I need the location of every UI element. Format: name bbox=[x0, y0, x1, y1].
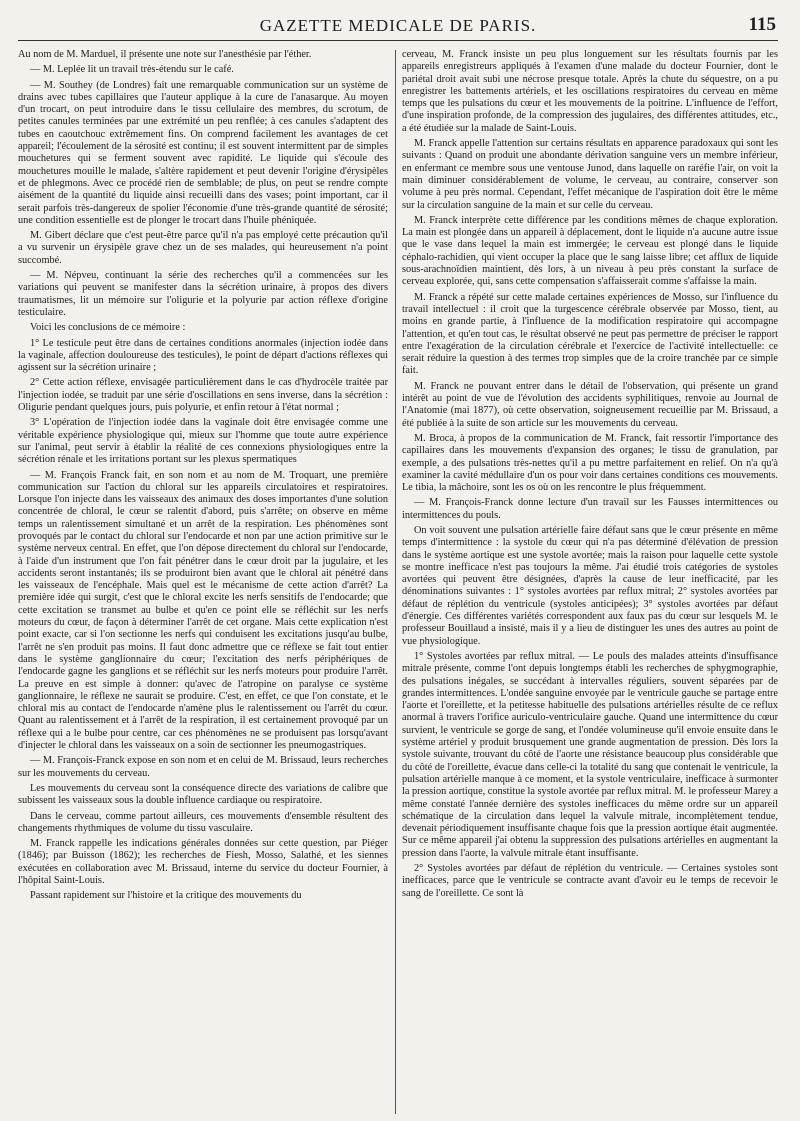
right-column bbox=[402, 49, 778, 1115]
paragraph: — M. François-Franck donne lecture d'un travail sur les Fausses intermittences ou intermittences du pouls. bbox=[402, 497, 778, 521]
paragraph: cerveau, M. Franck insiste un peu plus longuement sur les résultats fournis par les appareils enregistreurs appliqués à l'examen d'une malade du docteur Fournier, dont le pariétal droit avait subi une nécrose presque totale. Après la chute du séquestre, on a pu enregistrer les battements artériels, et les oscillations respiratoires du cerveau en même temps que les pulsations du cœur et les mouvements de la poitrine. L'influence de l'effort, d'une inspiration profonde, de la compression des jugulaires, des différentes attitudes, etc., a été étudiée sur la malade de Saint-Louis. bbox=[402, 49, 778, 134]
paragraph: M. Broca, à propos de la communication de M. Franck, fait ressortir l'importance des capillaires dans les mouvements d'expansion des organes; le tissu de granulation, par exemple, a des pulsations très-nettes qu'il a pu mettre parfaitement en relief. On n'a qu'à examiner la cavité médullaire d'un os pour voir dans certaines conditions ces mouvements. Le tibia, la mâchoire, sont les os où on les rencontre le plus fréquemment. bbox=[402, 432, 778, 494]
paragraph: Au nom de M. Marduel, il présente une note sur l'anesthésie par l'éther. bbox=[18, 49, 312, 60]
paragraph: Dans le cerveau, comme partout ailleurs, ces mouvements d'ensemble résultent des changements rhythmiques de volume du tissu vasculaire. bbox=[18, 810, 388, 834]
page-header bbox=[18, 14, 778, 41]
column-divider bbox=[395, 50, 396, 1114]
paragraph: Voici les conclusions de ce mémoire : bbox=[30, 322, 186, 334]
paragraph: M. Franck rappelle les indications générales données sur cette question, par Piéger (1846); par Buisson (1862); les recherches de Fiesh, Mosso, Salathé, et les siennes exécutées en collaboration avec M. Brissaud, interne du service du docteur Fournier, à l'hôpital Saint-Louis. bbox=[18, 838, 388, 886]
paragraph: 2° Cette action réflexe, envisagée particulièrement dans le cas d'hydrocèle traitée par l'injection iodée, se traduit par une série d'oscillations en sens inverse, dans la sécrétion : Oligurie pendant quelques jours, puis polyurie, et enfin retour à l'état normal ; bbox=[18, 377, 388, 414]
paragraph: On voit souvent une pulsation artérielle faire défaut sans que le cœur présente en même temps d'intermittence : la systole du cœur qui n'a pas déterminé d'élévation de pression dans le système aortique est une systole avortée; mais la raison pour laquelle cette systole se montre inefficace n'est pas toujours la même. J'ai étudié trois catégories de systoles avortées qui peuvent être désignées, d'après la cause de leur inefficacité, par les dénominations suivantes : 1° systoles avortées par reflux mitral; 2° systoles avortées par défaut de réplétion du ventricule (systoles anticipées); 3° systoles avortées par défaut d'énergie. Ces différentes variétés correspondent aux faux pas du cœur sur lesquels M. le professeur Bouillaud a insisté, mais il y a lieu de distinguer les unes des autres au point de vue physiologique. bbox=[402, 524, 778, 647]
paragraph: — M. François-Franck expose en son nom et en celui de M. Brissaud, leurs recherches sur les mouvements du cerveau. bbox=[18, 755, 388, 779]
paragraph: M. Franck appelle l'attention sur certains résultats en apparence paradoxaux qui sont les suivants : Quand on produit une abondante dérivation sanguine vers un membre inférieur, en enfermant ce membre sous une ventouse Junod, dans laquelle on raréfie l'air, on voit la main diminuer considérablement de volume, le cerveau, au contraire, conserver son volume à peu près normal. Cependant, l'effet mécanique de l'aspiration doit être le même sur la circulation sanguine de la main et sur celle du cerveau. bbox=[402, 138, 778, 211]
paragraph: Passant rapidement sur l'histoire et la critique des mouvements du bbox=[30, 890, 302, 902]
paragraph: M. Gibert déclare que c'est peut-être parce qu'il n'a pas employé cette précaution qu'il a vu survenir un érysipèle grave chez un de ses malades, qui heureusement n'a point succombé. bbox=[18, 230, 388, 266]
paragraph: 1° Systoles avortées par reflux mitral. — Le pouls des malades atteints d'insuffisance mitrale présente, comme l'ont depuis longtemps établi les recherches de sphygmographie, des pulsations inégales, se succédant à intervalles réguliers, souvent séparées par de grandes intermittences. L'ondée sanguine envoyée par le ventricule gauche se partage entre l'aorte et l'oreillette, et la petitesse habituelle des pulsations artérielles résulte de ce reflux anormal à travers l'orifice auriculo-ventriculaire gauche. Quand une intermittence du cœur survient, le ventricule se gorge de sang, et l'ondée volumineuse qu'il envoie ensuite dans le système artériel y produit brusquement une grande augmentation de pression. Dès lors la systole suivante, trouvant du côté de l'aorte une résistance beaucoup plus considérable que du côté de l'oreillette, évacue dans celle-ci la totalité du sang que contenait le ventricule, la pulsation artérielle manque à ce moment, et la systole ventriculaire, inefficace à surmonter la pression aortique, constitue la systole avortée par reflux mitral. M. le professeur Marey a même constaté l'année dernière des systoles inefficaces du même ordre sur un appareil schématique de la circulation dans lequel la valvule mitrale, incomplètement tendue, devenait périodiquement insuffisante chaque fois que la pression aortique était augmentée. Sur ce même appareil j'ai obtenu la suppression des pulsations artérielles en augmentant la pression dans l'aorte, la valvule mitrale étant insuffisante. bbox=[402, 650, 778, 859]
paragraph: Les mouvements du cerveau sont la conséquence directe des variations de calibre que subissent les vaisseaux sous la double influence cardiaque ou respiratoire. bbox=[18, 782, 388, 807]
journal-title: GAZETTE MEDICALE DE PARIS. bbox=[259, 16, 537, 35]
paragraph: — M. Népveu, continuant la série des recherches qu'il a commencées sur les variations qui peuvent se manifester dans la sécrétion urinaire, à propos des divers traumatismes, lit un mémoire sur l'oligurie et la polyurie par action réflexe d'origine testiculaire. bbox=[18, 270, 388, 318]
left-column bbox=[18, 49, 388, 1115]
paragraph: M. Franck ne pouvant entrer dans le détail de l'observation, qui présente un grand intérêt au point de vue de l'évolution des accidents syphilitiques, renvoie au Journal de l'Anatomie (mai 1877), où cette observation, soigneusement recueillie par M. Brissaud, a été publiée à la suite de son article sur les mouvements du cerveau. bbox=[402, 380, 778, 429]
paragraph: M. Franck a répété sur cette malade certaines expériences de Mosso, sur l'influence du travail intellectuel : il croit que la turgescence cérébrale observée par Mosso, tient, au moins en grande partie, à l'influence de la modification respiratoire qui accompagne l'attention, et qu'en tout cas, le résultat observé ne peut pas permettre de préciser le rapport entre l'exagération de la circulation cérébrale et l'exercice de l'activité intellectuelle: ce serait réduire la question à des termes trop simples que de la croire tranchée par ce simple fait. bbox=[402, 291, 778, 377]
page-number: 115 bbox=[748, 14, 776, 35]
paragraph: 1° Le testicule peut être dans de certaines conditions anormales (injection iodée dans la vaginale, affection douloureuse des testicules), le point de départ d'actions réflexes qui agissent sur la sécrétion urinaire ; bbox=[18, 337, 388, 374]
paragraph: — M. Leplée lit un travail très-étendu sur le café. bbox=[30, 64, 234, 76]
paragraph: M. Franck interprète cette différence par les conditions mêmes de chaque exploration. La main est plongée dans un appareil à déplacement, dont le liquide n'a aucune autre issue que le vase dans lequel la main est immergée; le cerveau est plongé dans le liquide céphalo-rachidien, qui vient occuper la place que le sang laisse libre; cet afflux de liquide sous-arachnoïdien maintient, dès lors, à un niveau à peu près constant la surface de cerveau explorée, qui, sans cette compensation s'affaisserait comme s'affaisse la main. bbox=[402, 214, 778, 288]
paragraph: — M. Southey (de Londres) fait une remarquable communication sur un système de drains avec tubes capillaires que l'auteur applique à la cure de l'anasarque. Au moyen d'un trocart, on peut introduire dans le tissu cellulaire des membres, du scrotum, de petites canules terminées par une extrémité un peu renflée; à ces canules s'adaptent des tubes en caoutchouc extrêmement fins. On comprend facilement les avantages de cet appareil; l'écoulement de la sérosité est continu; il est souvent intermittent par de simples mouchetures qui se ferment souvent avec rapidité. Le liquide qui s'écoule des mouchetures mouille le malade, s'altère rapidement et peut devenir l'origine d'érysipèles et de phlegmons. Avec ce procédé rien de semblable; de plus, on peut se rendre compte aisément de la quantité du liquide ainsi recueilli dans des vases; point important, car il serait parfois très-dangereux de spolier l'économie d'une très-grande quantité de sérosité; une condition essentielle est de plonger le trocart dans l'huile phéniquée. bbox=[18, 79, 388, 226]
paragraph: 3° L'opération de l'injection iodée dans la vaginale doit être envisagée comme une véritable expérience physiologique qui, mieux sur l'homme que toute autre expérience sur l'animal, peut servir à établir la réalité de ces connexions physiologiques entre la sécrétion rénale et les irritations portant sur les plexus spermatiques bbox=[18, 417, 388, 466]
paragraph: 2° Systoles avortées par défaut de réplétion du ventricule. — Certaines systoles sont inefficaces, parce que le ventricule se contracte avant d'avoir eu le temps de recevoir le sang de l'oreillette. Ce sont là bbox=[402, 863, 778, 899]
paragraph: — M. François Franck fait, en son nom et au nom de M. Troquart, une première communication sur l'action du chloral sur les appareils circulatoires et respiratoires. Lorsque l'on injecte dans les vaisseaux des animaux des doses importantes d'une solution concentrée de chloral, le cœur se ralentit d'abord, puis s'arrête; on observe en même temps un ralentissement simultané et un arrêt de la respiration. Les phénomènes sont provoqués par le contact du chloral sur l'endocarde et non par une action primitive sur le système nerveux central. En effet, que l'on dépose directement du chloral sur l'endocarde, à l'aide d'un instrument que l'on fait pénétrer dans le cœur droit par la jugulaire, et les accidents seront instantanés; ils se produiront bien avant que le chloral ait pénétré dans les vaisseaux de l'encéphale. Mais quel est le mécanisme de cette action d'arrêt? La première idée qui surgit, c'est que le chloral excite les nerfs sensitifs de l'endocarde; que cette excitation se transmet au bulbe et qu'en ce point elle se réfléchit sur les nerfs moteurs du cœur, de façon à déterminer l'arrêt de cet organe. Mais cette explication n'est point exacte, car si l'on sectionne les nerfs qui conduisent les excitations jusqu'au bulbe, l'arrêt ne s'en produit pas moins. Il faut donc admettre que ce réflexe se fait tout entier dans le système ganglionnaire du cœur; l'excitation des nerfs périphériques de l'endocarde gagne les ganglions et se réfléchit sur les nerfs moteurs pour produire l'arrêt. La preuve en est simple à donner: qu'avec de l'atropine on paralyse ce système ganglionnaire, le réflexe ne saurait se produire. C'est, en effet, ce que l'on constate, et le chloral mis au contact de l'endocarde n'amène plus le ralentissement ou l'arrêt du cœur. Quant au ralentissement et à l'arrêt de la respiration, il est certainement provoqué par un réflexe qui a le bulbe pour centre, car ces phénomènes ne se produisent pas lorsqu'avant d'injecter le chloral dans les vaisseaux on a soin de sectionner les pneumogastriques. bbox=[18, 469, 388, 752]
